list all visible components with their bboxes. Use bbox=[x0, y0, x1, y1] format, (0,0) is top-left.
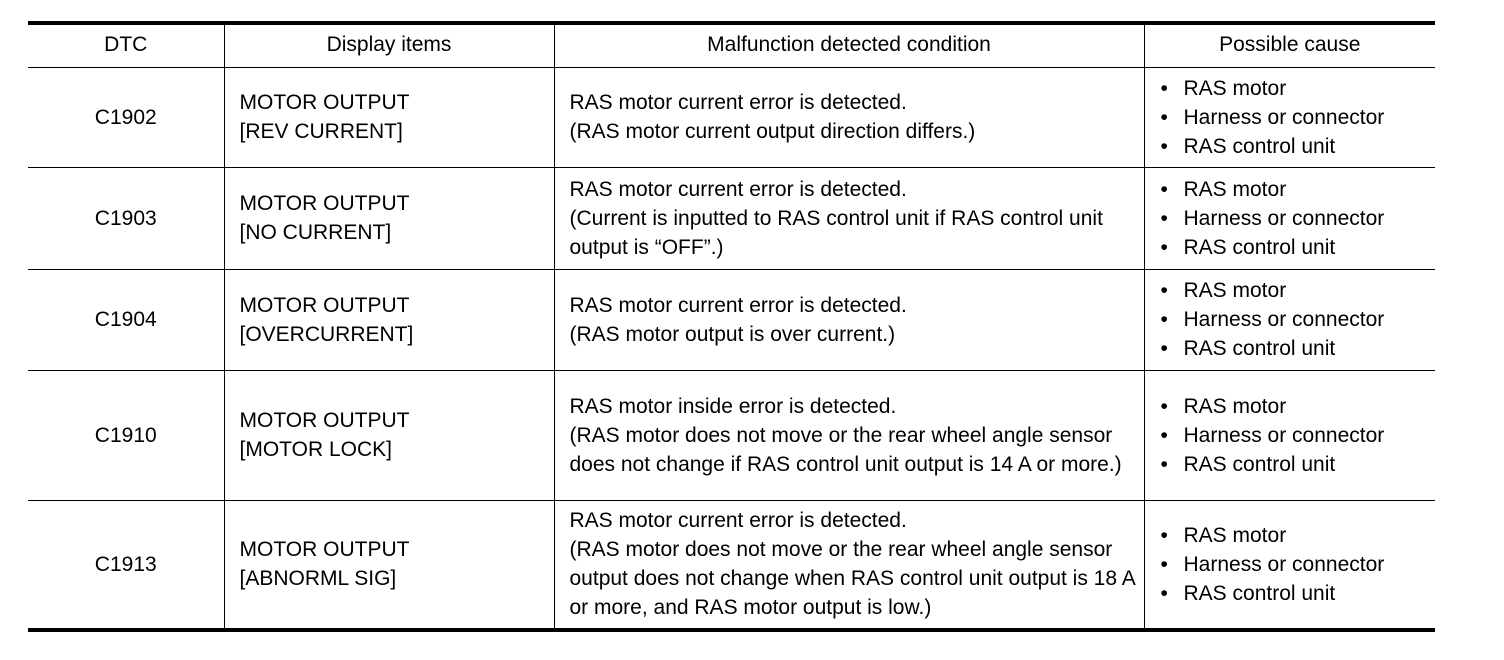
cause-item bbox=[1159, 204, 1436, 233]
display-item-line: [ABNORML SIG] bbox=[239, 567, 397, 591]
bullet-icon: • bbox=[1160, 394, 1168, 418]
cause-label: Harness or connector bbox=[1183, 105, 1385, 129]
bullet-icon: • bbox=[1160, 177, 1168, 201]
display-item-line: MOTOR OUTPUT bbox=[239, 192, 410, 215]
possible-cause bbox=[1144, 67, 1435, 167]
display-item bbox=[224, 67, 554, 167]
condition-line: (RAS motor does not move or the rear wheel angle sensor output does not change when RAS control unit output is 18 A or more, and RAS motor output is low.) bbox=[569, 538, 1135, 620]
cause-item bbox=[1159, 579, 1436, 608]
bullet-icon: • bbox=[1160, 206, 1168, 230]
cause-label: RAS control unit bbox=[1183, 337, 1336, 360]
condition-line: (RAS motor output is over current.) bbox=[569, 322, 896, 346]
cause-item bbox=[1159, 175, 1436, 204]
cause-list bbox=[1159, 521, 1436, 608]
malfunction-condition bbox=[554, 269, 1144, 370]
cause-item bbox=[1159, 233, 1436, 262]
cause-label: RAS motor bbox=[1183, 523, 1287, 547]
condition-line: (Current is inputted to RAS control unit if RAS control unit output is “OFF”.) bbox=[569, 206, 1103, 259]
bullet-icon: • bbox=[1160, 552, 1168, 576]
cause-list bbox=[1159, 276, 1436, 363]
table-row bbox=[28, 269, 1435, 370]
malfunction-condition bbox=[554, 67, 1144, 167]
possible-cause bbox=[1144, 167, 1435, 269]
display-item-line: [NO CURRENT] bbox=[239, 221, 392, 244]
dtc-code: C1903 bbox=[28, 167, 224, 269]
condition-line: RAS motor current error is detected. bbox=[569, 293, 907, 317]
possible-cause bbox=[1144, 370, 1435, 500]
display-item-line: MOTOR OUTPUT bbox=[239, 293, 410, 317]
table-row bbox=[28, 67, 1435, 167]
cause-list bbox=[1159, 74, 1436, 161]
display-item-line: MOTOR OUTPUT bbox=[239, 409, 410, 432]
bullet-icon: • bbox=[1160, 105, 1168, 129]
condition-line: RAS motor current error is detected. bbox=[569, 509, 907, 533]
bullet-icon: • bbox=[1160, 523, 1168, 547]
display-item-line: MOTOR OUTPUT bbox=[239, 91, 410, 114]
cause-item bbox=[1159, 74, 1436, 103]
display-item-line: MOTOR OUTPUT bbox=[239, 538, 410, 562]
cause-label: RAS motor bbox=[1183, 279, 1287, 302]
bullet-icon: • bbox=[1160, 235, 1168, 259]
header-possible-cause: Possible cause bbox=[1144, 23, 1435, 67]
display-item bbox=[224, 167, 554, 269]
cause-item bbox=[1159, 550, 1436, 579]
cause-label: RAS motor bbox=[1183, 177, 1287, 201]
dtc-table bbox=[28, 21, 1435, 632]
table-row bbox=[28, 500, 1435, 630]
display-item bbox=[224, 370, 554, 500]
bullet-icon: • bbox=[1160, 337, 1168, 360]
cause-item bbox=[1159, 392, 1436, 421]
condition-line: (RAS motor current output direction differs.) bbox=[569, 120, 976, 143]
malfunction-condition bbox=[554, 167, 1144, 269]
dtc-code: C1904 bbox=[28, 269, 224, 370]
condition-line: RAS motor current error is detected. bbox=[569, 177, 907, 201]
header-row bbox=[28, 23, 1435, 67]
cause-label: RAS control unit bbox=[1183, 581, 1336, 605]
cause-label: RAS motor bbox=[1183, 394, 1287, 418]
bullet-icon: • bbox=[1160, 452, 1168, 476]
cause-label: RAS control unit bbox=[1183, 134, 1336, 158]
cause-item bbox=[1159, 132, 1436, 161]
cause-label: Harness or connector bbox=[1183, 552, 1385, 576]
cause-label: RAS control unit bbox=[1183, 452, 1336, 476]
display-item bbox=[224, 269, 554, 370]
cause-item bbox=[1159, 521, 1436, 550]
possible-cause bbox=[1144, 269, 1435, 370]
malfunction-condition bbox=[554, 500, 1144, 630]
header-display-items: Display items bbox=[224, 23, 554, 67]
bullet-icon: • bbox=[1160, 308, 1168, 331]
condition-line: RAS motor inside error is detected. bbox=[569, 394, 897, 418]
condition-line: RAS motor current error is detected. bbox=[569, 91, 907, 114]
condition-line: (RAS motor does not move or the rear wheel angle sensor does not change if RAS control unit output is 14 A or more.) bbox=[569, 423, 1122, 476]
header-dtc: DTC bbox=[28, 23, 224, 67]
cause-item bbox=[1159, 421, 1436, 450]
dtc-code: C1902 bbox=[28, 67, 224, 167]
cause-label: Harness or connector bbox=[1183, 206, 1385, 230]
cause-label: Harness or connector bbox=[1183, 423, 1385, 447]
cause-label: Harness or connector bbox=[1183, 308, 1385, 331]
cause-item bbox=[1159, 103, 1436, 132]
display-item-line: [REV CURRENT] bbox=[239, 120, 403, 143]
cause-item bbox=[1159, 450, 1436, 479]
dtc-code: C1913 bbox=[28, 500, 224, 630]
bullet-icon: • bbox=[1160, 423, 1168, 447]
display-item-line: [MOTOR LOCK] bbox=[239, 438, 392, 461]
dtc-code: C1910 bbox=[28, 370, 224, 500]
cause-item bbox=[1159, 334, 1436, 363]
cause-item bbox=[1159, 276, 1436, 305]
cause-list bbox=[1159, 175, 1436, 262]
bullet-icon: • bbox=[1160, 76, 1168, 100]
table-row bbox=[28, 370, 1435, 500]
cause-item bbox=[1159, 305, 1436, 334]
cause-list bbox=[1159, 392, 1436, 479]
cause-label: RAS control unit bbox=[1183, 235, 1336, 259]
table-row bbox=[28, 167, 1435, 269]
cause-label: RAS motor bbox=[1183, 76, 1287, 100]
bullet-icon: • bbox=[1160, 279, 1168, 302]
header-malfunction-condition: Malfunction detected condition bbox=[554, 23, 1144, 67]
display-item bbox=[224, 500, 554, 630]
display-item-line: [OVERCURRENT] bbox=[239, 322, 414, 346]
possible-cause bbox=[1144, 500, 1435, 630]
malfunction-condition bbox=[554, 370, 1144, 500]
bullet-icon: • bbox=[1160, 134, 1168, 158]
bullet-icon: • bbox=[1160, 581, 1168, 605]
